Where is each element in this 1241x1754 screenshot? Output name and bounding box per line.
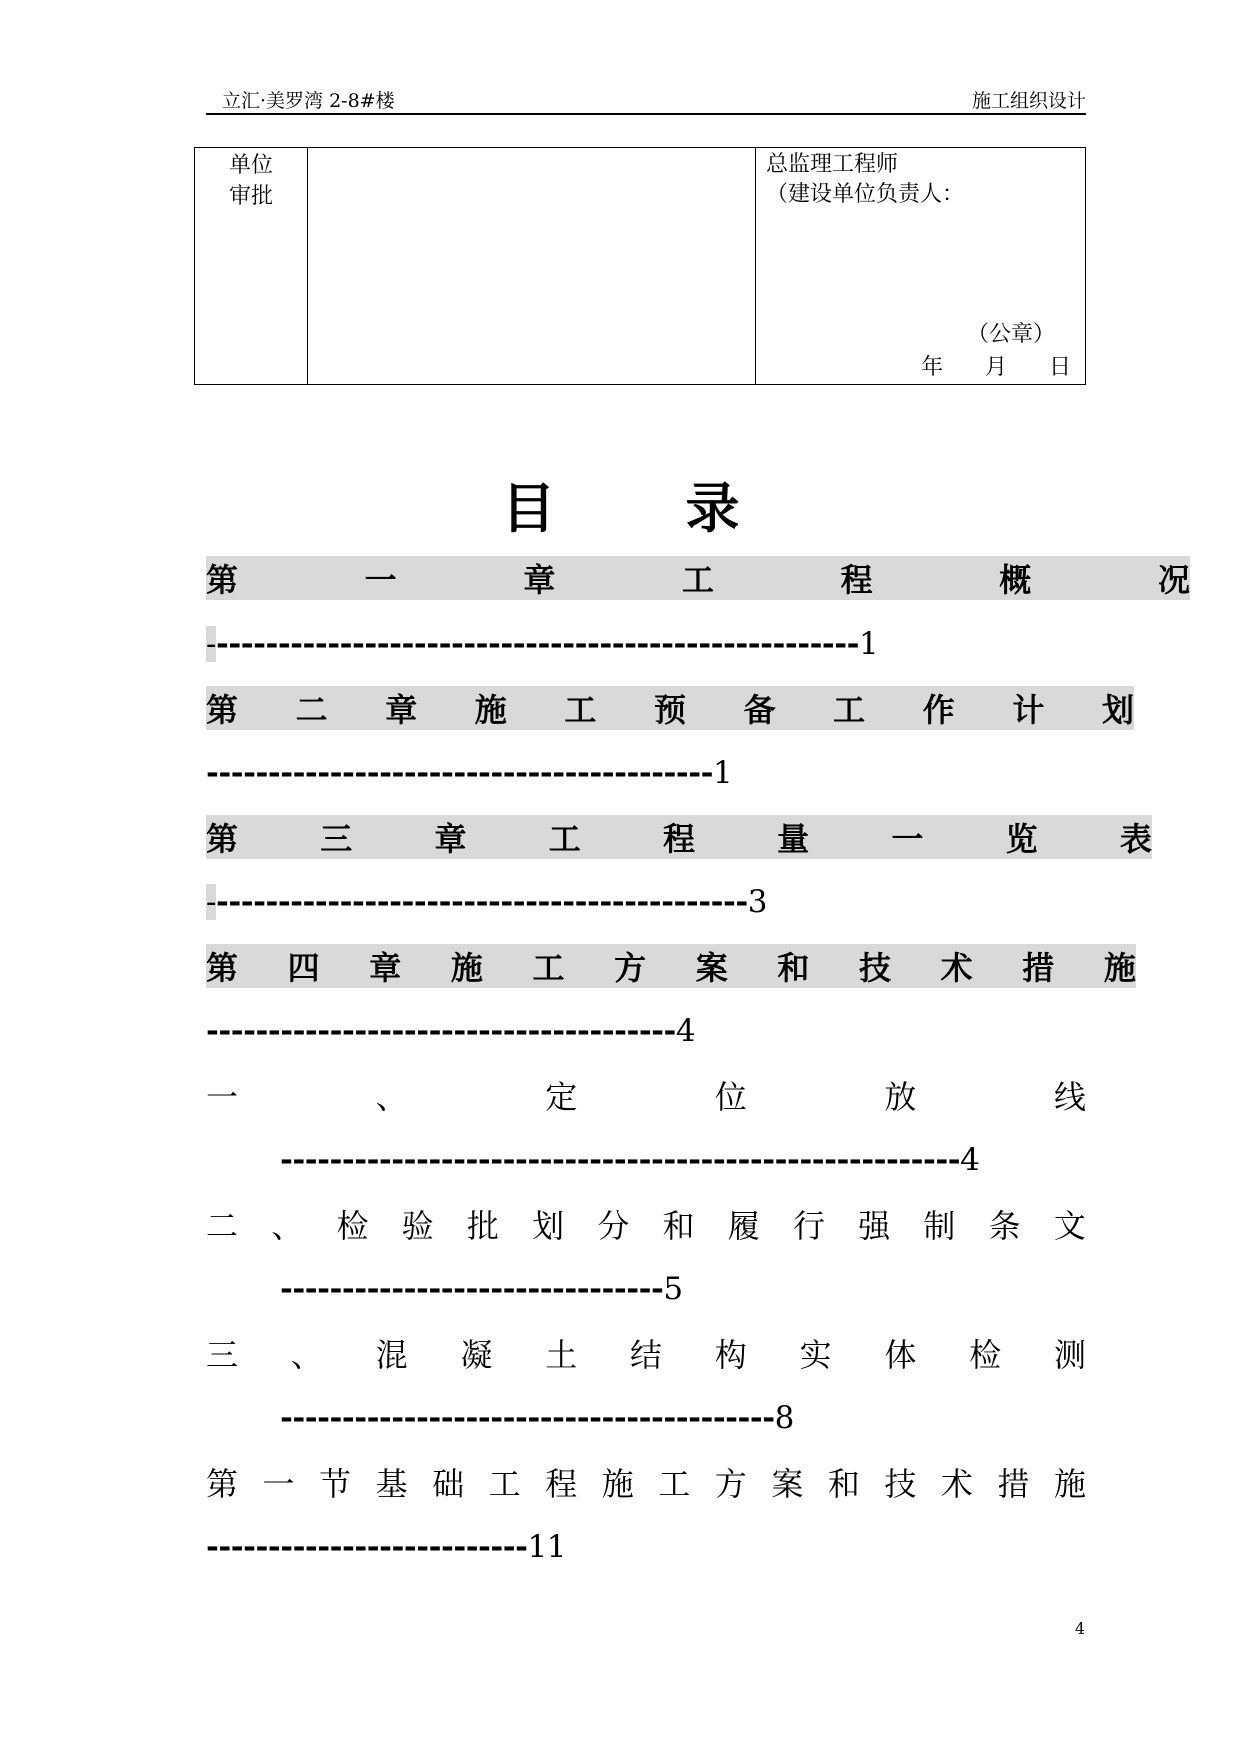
- approval-signer-cell: [756, 148, 1085, 384]
- header-rule: [206, 113, 1086, 115]
- toc-entry-title[interactable]: 二 、 检 验 批 划 分 和 履 行 强 制 条 文: [206, 1207, 1086, 1245]
- toc-entry-page: 11: [527, 1529, 566, 1565]
- toc-entry-leader[interactable]: ----------------------------------------8: [280, 1400, 794, 1436]
- toc-entry-page: 4: [960, 1142, 980, 1178]
- signer-line2: （建设单位负责人：: [766, 182, 965, 207]
- toc-entry-page: 8: [774, 1400, 794, 1436]
- toc-entry-leader[interactable]: -------------------------------5: [280, 1271, 683, 1307]
- toc-entry-leader[interactable]: -----------------------------------------------------1: [206, 626, 879, 662]
- header-right: 施工组织设计: [971, 90, 1086, 112]
- toc-entry-page: 1: [859, 626, 879, 662]
- approval-label-line1: 单位: [228, 153, 273, 178]
- toc-entry-title[interactable]: 第 三 章 工 程 量 一 览 表: [206, 815, 1152, 859]
- toc-entry-page: 4: [675, 1013, 696, 1049]
- toc-entry-title[interactable]: 第 一 章 工 程 概 况: [206, 556, 1190, 600]
- toc-entry-leader[interactable]: --------------------------11: [206, 1529, 566, 1565]
- toc-entry-leader[interactable]: -----------------------------------------1: [206, 755, 733, 791]
- signer-line1: 总监理工程师: [766, 152, 899, 177]
- approval-label-line2: 审批: [228, 184, 273, 209]
- approval-opinion-cell: [308, 148, 756, 384]
- approval-label-cell: [195, 148, 308, 384]
- toc-entry-leader[interactable]: --------------------------------------4: [206, 1013, 696, 1049]
- toc-entry-title[interactable]: 三 、 混 凝 土 结 构 实 体 检 测: [206, 1336, 1086, 1374]
- toc-entry-page: 1: [713, 755, 733, 791]
- page-number: 4: [1074, 1619, 1085, 1638]
- toc-entry-leader[interactable]: --------------------------------------------3: [206, 884, 767, 920]
- header-left: 立汇·美罗湾 2-8#楼: [222, 90, 395, 112]
- toc-entry-title[interactable]: 第 四 章 施 工 方 案 和 技 术 措 施: [206, 944, 1136, 988]
- toc-entry-leader[interactable]: -------------------------------------------------------4: [280, 1142, 980, 1178]
- toc-entry-title[interactable]: 第 二 章 施 工 预 备 工 作 计 划: [206, 686, 1134, 730]
- seal-text: （公章）: [966, 322, 1055, 347]
- date-text: 年 月 日: [921, 355, 1071, 380]
- toc-title: 目录: [501, 476, 870, 540]
- approval-table: [194, 147, 1086, 385]
- toc-entry-page: 3: [747, 884, 767, 920]
- toc-entry-page: 5: [663, 1271, 683, 1307]
- toc-entry-title[interactable]: 第 一 节 基 础 工 程 施 工 方 案 和 技 术 措 施: [206, 1465, 1086, 1503]
- toc-entry-title[interactable]: 一 、 定 位 放 线: [206, 1078, 1086, 1116]
